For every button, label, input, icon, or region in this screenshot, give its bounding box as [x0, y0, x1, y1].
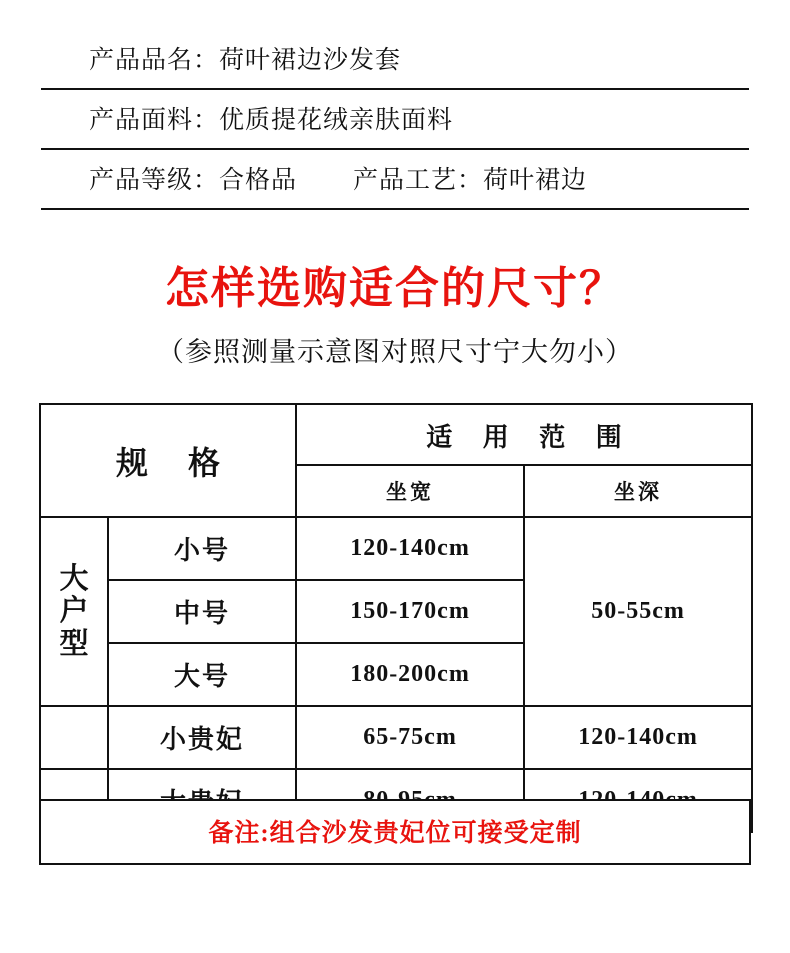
table-cell-seat-width: 180-200cm	[296, 643, 524, 706]
table-header-spec: 规 格	[40, 404, 296, 517]
table-header-seat-width: 坐宽	[296, 465, 524, 517]
spec-row-grade-craft	[41, 150, 749, 210]
table-group-label-large-household	[40, 517, 108, 706]
spec-label-craft: 产品工艺：	[353, 167, 484, 194]
table-cell-group-spacer	[40, 706, 108, 769]
spec-label-name: 产品品名：	[89, 47, 220, 74]
table-cell-size-name: 小贵妃	[108, 706, 296, 769]
group-label-char-2: 户	[59, 595, 89, 628]
page-subheadline: （参照测量示意图对照尺寸宁大勿小）	[157, 337, 633, 367]
table-header-range: 适 用 范 围	[296, 404, 752, 465]
group-label-char-3: 型	[59, 627, 89, 660]
table-note-text: 备注:组合沙发贵妃位可接受定制	[208, 820, 582, 847]
table-cell-seat-width: 150-170cm	[296, 580, 524, 643]
size-table-wrapper	[39, 403, 751, 833]
table-note-bar	[39, 799, 751, 865]
spec-label-fabric: 产品面料：	[89, 107, 220, 134]
table-row	[40, 517, 752, 580]
table-row	[40, 706, 752, 769]
group-label-char-1: 大	[59, 562, 89, 595]
spec-row-name	[41, 26, 749, 90]
table-header-seat-depth: 坐深	[524, 465, 752, 517]
table-cell-seat-width: 120-140cm	[296, 517, 524, 580]
table-cell-size-name: 中号	[108, 580, 296, 643]
product-spec-block	[41, 0, 749, 210]
page-headline: 怎样选购适合的尺寸？	[165, 264, 625, 313]
spec-value-grade: 合格品	[219, 167, 298, 194]
table-cell-seat-width: 65-75cm	[296, 706, 524, 769]
spec-row-fabric	[41, 90, 749, 150]
spec-value-fabric: 优质提花绒亲肤面料	[219, 107, 454, 134]
size-table	[39, 403, 753, 833]
table-cell-seat-depth: 120-140cm	[524, 706, 752, 769]
spec-label-grade: 产品等级：	[89, 167, 220, 194]
spec-value-craft: 荷叶裙边	[483, 167, 588, 194]
table-header-row-1	[40, 404, 752, 465]
table-cell-size-name: 小号	[108, 517, 296, 580]
spec-value-name: 荷叶裙边沙发套	[219, 47, 402, 74]
table-cell-seat-depth-merged: 50-55cm	[524, 517, 752, 706]
table-cell-size-name: 大号	[108, 643, 296, 706]
